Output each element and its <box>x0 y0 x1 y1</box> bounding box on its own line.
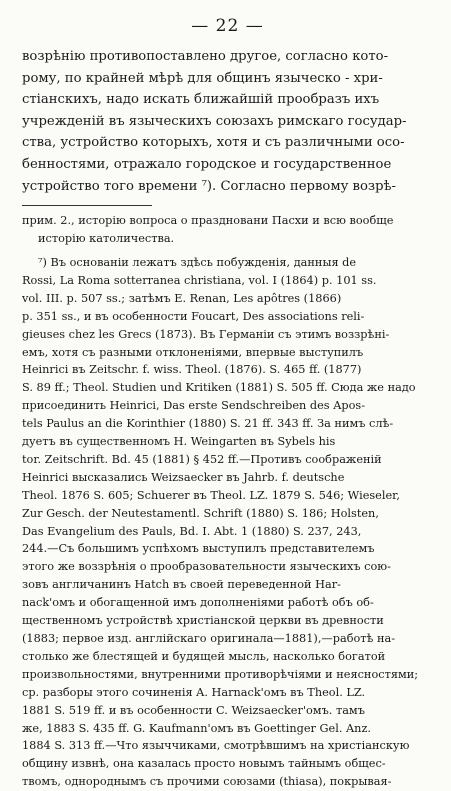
footnote-line: tels Paulus an die Korinthier (1880) S. 21 ff. 343 ff. За нимъ слѣ- <box>22 417 394 431</box>
footnote-line: присоединить Heinrici, Das erste Sendschreiben des Apos- <box>22 399 366 413</box>
footnote-line: vol. III. p. 507 ss.; затѣмъ E. Renan, Les apôtres (1866) <box>22 291 342 305</box>
footnote-line: дуетъ въ существенномъ H. Weingarten въ Sybels his <box>22 435 336 449</box>
footnote-line: (1883; первое изд. англійскаго оригинала—1881),—работѣ на- <box>22 632 396 645</box>
footnote-line: 1881 S. 519 ff. и въ особенности C. Weizsaecker'омъ. тамъ <box>22 703 365 717</box>
footnote-line: ср. разборы этого сочиненія A. Harnack'омъ въ Theol. LZ. <box>22 685 366 699</box>
footnote-line: прим. 2., исторію вопроса о праздновани Пасхи и всю вообще <box>22 214 394 228</box>
footnote-line: Rossi, La Roma sotterranea christiana, vol. I (1864) p. 101 ss. <box>22 273 377 287</box>
footnote-line: 1884 S. 313 ff.—Что языччиками, смотрѣвшимъ на христіанскую <box>22 739 410 753</box>
footnote-line: tor. Zeitschrift. Bd. 45 (1881) § 452 ff.—Противъ соображеній <box>22 452 382 466</box>
footnote-line: исторію католичества. <box>38 232 175 246</box>
footnote-line: p. 351 ss., и въ особенности Foucart, Des associations reli- <box>22 309 365 323</box>
footnote-7 <box>22 254 433 791</box>
footnote-line: 244.—Съ большимъ успѣхомъ выступилъ представителемъ <box>22 542 375 556</box>
footnote-line: ⁷) Въ основаніи лежатъ здѣсь побужденія, данныя de <box>38 255 357 269</box>
text-line: стіанскихъ, надо искать ближайшій прообразъ ихъ <box>22 92 380 108</box>
text-line: учрежденій въ языческихъ союзахъ римскаго государ- <box>22 113 407 129</box>
main-text-block <box>22 46 433 197</box>
footnote-line: зовъ англичанинъ Hatch въ своей переведенной Har- <box>22 578 341 592</box>
footnote-line: Heinrici въ Zeitschr. f. wiss. Theol. (1876). S. 465 ff. (1877) <box>22 363 362 377</box>
text-line: ства, устройство которыхъ, хотя и съ различными осо- <box>22 135 405 151</box>
footnote-line: общину извнѣ, она казалась просто новымъ тайнымъ общес- <box>22 757 386 771</box>
text-line: возрѣнію противопоставлено другое, согласно кото- <box>22 49 389 64</box>
text-line: устройство того времени ⁷). Согласно первому возрѣ- <box>22 178 396 194</box>
footnote-line: произвольностями, внутренними противорѣчіями и неясностями; <box>22 667 419 681</box>
footnote-separator <box>22 205 152 206</box>
footnote-line: щественномъ устройствѣ христіанской церкви въ древности <box>22 614 384 628</box>
footnote-line: емъ, хотя съ разными отклоненіями, впервые выступилъ <box>22 345 364 359</box>
footnote-line: Theol. 1876 S. 605; Schuerer въ Theol. LZ. 1879 S. 546; Wieseler, <box>22 488 400 502</box>
footnote-line: этого же воззрѣнія о прообразовательности языческихъ сою- <box>22 560 391 574</box>
footnote-line: S. 89 ff.; Theol. Studien und Kritiken (1881) S. 505 ff. Сюда же надо <box>22 381 416 395</box>
footnote-continued <box>22 212 433 248</box>
footnote-line: nack'омъ и обогащенной имъ дополненіями работѣ объ об- <box>22 596 374 610</box>
footnote-line: Heinrici высказались Weizsaecker въ Jahrb. f. deutsche <box>22 470 345 484</box>
footnote-line: gieuses chez les Grecs (1873). Въ Германіи съ этимъ воззрѣні- <box>22 327 390 341</box>
text-line: рому, по крайней мѣрѣ для общинъ языческо - хри- <box>22 70 383 86</box>
footnote-line: Das Evangelium des Pauls, Bd. I. Abt. 1 (1880) S. 237, 243, <box>22 524 362 538</box>
text-line: бенностями, отражало городское и государственное <box>22 156 392 172</box>
footnote-line: столько же блестящей и будящей мысль, насколько богатой <box>22 649 386 663</box>
page-number: — 22 — <box>191 16 264 36</box>
footnote-line: твомъ, однороднымъ съ прочими союзами (thiasa), покрывая- <box>22 775 392 789</box>
footnote-line: Zur Gesch. der Neutestamentl. Schrift (1880) S. 186; Holsten, <box>22 506 379 520</box>
footnote-line: же, 1883 S. 435 ff. G. Kaufmann'омъ въ Goettinger Gel. Anz. <box>22 721 371 735</box>
footnotes <box>22 212 433 791</box>
